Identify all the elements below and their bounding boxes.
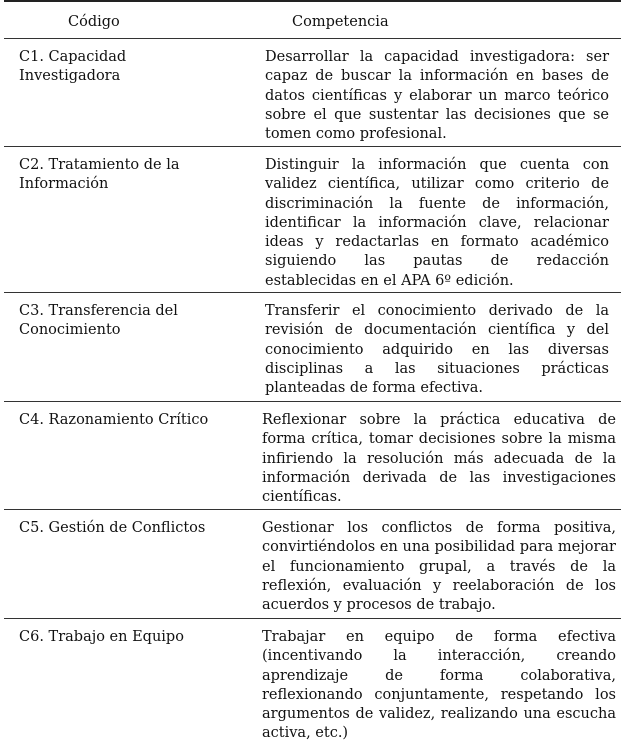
row-description: Reflexionar sobre la práctica educativa de forma crítica, tomar decisiones sobre la misma infiriendo la resolución más adecuada de la información derivada de las investigaciones científicas. <box>262 412 616 506</box>
row-code: C4. Razonamiento Crítico <box>19 412 209 428</box>
row-description: Desarrollar la capacidad investigadora: ser capaz de buscar la información en bases de datos científicas y elaborar un marco teórico sobre el que sustentar las decisiones que se tomen como profesional. <box>265 49 609 143</box>
table-top-rule <box>4 0 621 2</box>
row-divider <box>4 618 621 619</box>
header-competence: Competencia <box>292 14 389 30</box>
row-divider <box>4 401 621 402</box>
row-code: C5. Gestión de Conflictos <box>19 520 206 536</box>
row-divider <box>4 292 621 293</box>
row-divider <box>4 146 621 147</box>
header-rule <box>4 38 621 39</box>
row-divider <box>4 509 621 510</box>
header-code: Código <box>68 14 120 30</box>
row-description: Distinguir la información que cuenta con validez científica, utilizar como criterio de discriminación la fuente de información, identificar la información clave, relacionar ideas y redactarlas en formato académico siguiendo las pautas de redacción establecidas en el APA 6º edición. <box>265 157 609 289</box>
table-header <box>0 14 625 36</box>
row-code: C3. Transferencia del Conocimiento <box>19 303 178 339</box>
row-code: C1. Capacidad Investigadora <box>19 49 127 85</box>
row-description: Trabajar en equipo de forma efectiva (incentivando la interacción, creando aprendizaje de forma colaborativa, reflexionando conjuntamente, respetando los argumentos de validez, realizando una escucha activa, etc.) <box>262 629 616 742</box>
row-code: C2. Tratamiento de la Información <box>19 157 180 193</box>
row-code: C6. Trabajo en Equipo <box>19 629 184 645</box>
row-description: Transferir el conocimiento derivado de la revisión de documentación científica y del conocimiento adquirido en las diversas disciplinas a las situaciones prácticas planteadas de forma efectiva. <box>265 303 609 397</box>
row-description: Gestionar los conflictos de forma positiva, convirtiéndolos en una posibilidad para mejorar el funcionamiento grupal, a través de la reflexión, evaluación y reelaboración de los acuerdos y procesos de trabajo. <box>262 520 616 614</box>
